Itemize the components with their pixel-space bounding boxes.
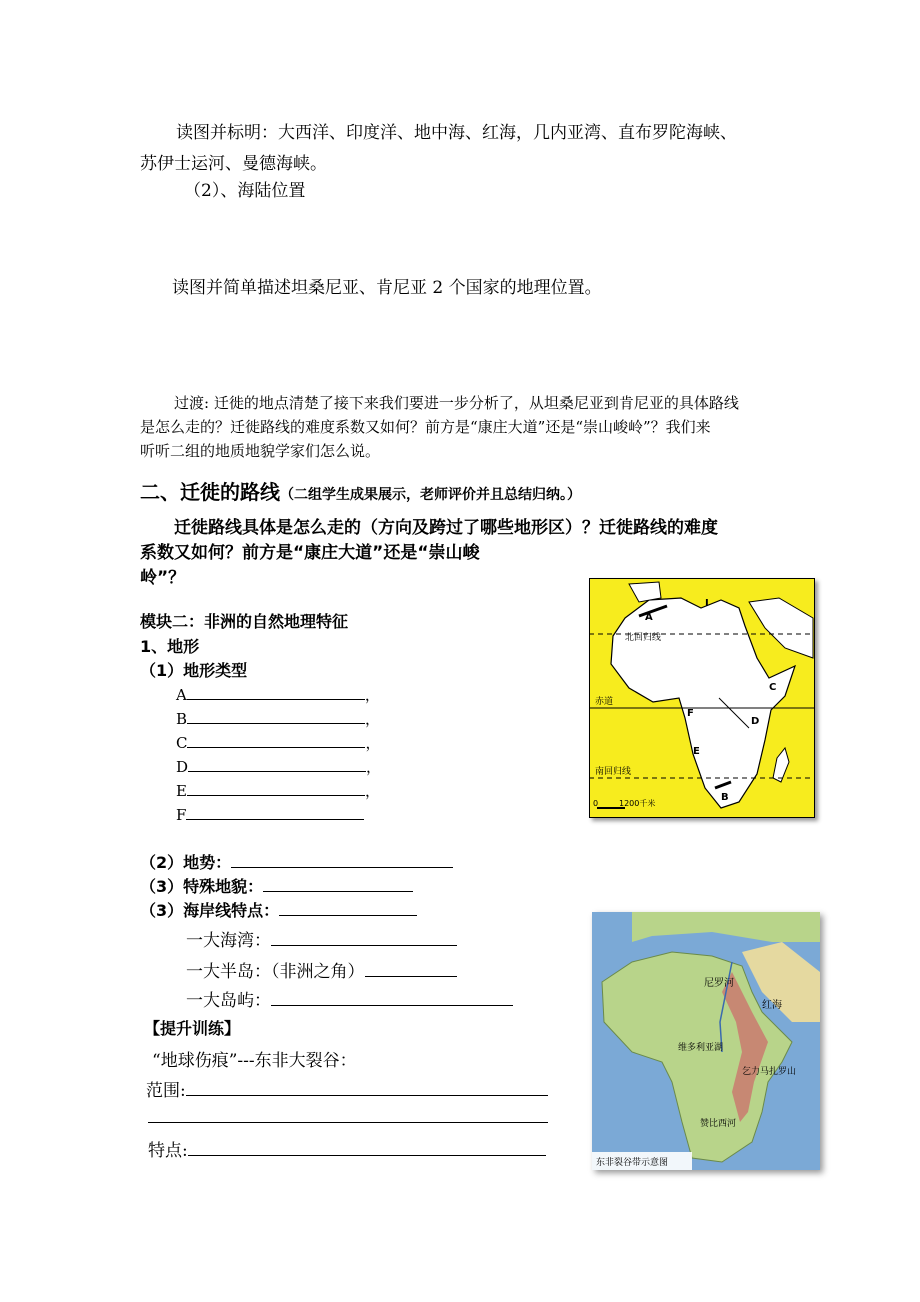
answer-blank[interactable] (187, 779, 365, 796)
section2-note: （二组学生成果展示，老师评价并且总结归纳。） (280, 487, 581, 503)
module2-heading: 模块二：非洲的自然地理特征 (140, 612, 349, 631)
relief-row: （2）地势： (140, 850, 453, 873)
question-line3: 岭”？ (140, 568, 186, 588)
bay-row: 一大海湾： (186, 926, 457, 951)
equator-label: 赤道 (595, 697, 614, 707)
transition-line1: 过渡: 迁徙的地点清楚了接下来我们要进一步分析了，从坦桑尼亚到肯尼亚的具体路线 (174, 394, 739, 412)
transition-line2: 是怎么走的？迁徙路线的难度系数又如何？前方是“康庄大道”还是“崇山峻岭”？我们来 (140, 418, 711, 436)
answer-blank[interactable] (187, 731, 365, 748)
answer-blank[interactable] (187, 707, 365, 724)
section2-title: 二、迁徙的路线 (140, 480, 280, 504)
coast-row: （3）海岸线特点： (140, 898, 417, 921)
label-red-sea: 红海 (762, 1000, 782, 1011)
special-blank[interactable] (263, 875, 413, 892)
rift-heading: “地球伤痕”---东非大裂谷： (152, 1051, 357, 1071)
terrain-type-heading: （1）地形类型 (140, 661, 248, 680)
terrain-item-a: A ， (176, 683, 380, 705)
coast-blank[interactable] (279, 899, 417, 916)
island-blank[interactable] (271, 989, 513, 1006)
scope-blank-line2[interactable] (148, 1122, 548, 1123)
bay-blank[interactable] (271, 929, 457, 946)
special-row: （3）特殊地貌： (140, 874, 413, 897)
answer-blank[interactable] (186, 803, 364, 820)
africa-terrain-map-svg (589, 578, 815, 818)
label-kilimanjaro: 乞力马扎罗山 (742, 1067, 797, 1077)
map2-caption: 东非裂谷带示意图 (596, 1158, 669, 1168)
question-line2: 系数又如何？前方是“康庄大道”还是“崇山峻 (140, 543, 480, 563)
feature-row: 特点: (148, 1136, 546, 1161)
peninsula-row: 一大半岛：（非洲之角） (186, 957, 457, 982)
label-victoria: 维多利亚湖 (678, 1043, 724, 1053)
terrain-heading: 1、地形 (140, 637, 200, 656)
terrain-item-f: F (176, 803, 364, 824)
scale-label: 1200千米 (619, 799, 656, 808)
para1-line2: 苏伊士运河、曼德海峡。 (140, 154, 327, 174)
letter-f: F (687, 708, 694, 719)
africa-terrain-map (589, 578, 815, 818)
tropic-south-label: 南回归线 (595, 767, 632, 777)
para1-line1: 读图并标明：大西洋、印度洋、地中海、红海，几内亚湾、直布罗陀海峡、 (176, 123, 737, 143)
letter-d: D (751, 716, 760, 727)
island-row: 一大岛屿： (186, 986, 513, 1011)
para2: 读图并简单描述坦桑尼亚、肯尼亚 2 个国家的地理位置。 (172, 278, 602, 298)
letter-b: B (721, 792, 729, 803)
east-africa-rift-map (592, 912, 820, 1170)
peninsula-blank[interactable] (365, 960, 457, 977)
terrain-item-d: D ， (176, 755, 381, 777)
scope-blank[interactable] (186, 1079, 548, 1096)
scale-zero: 0 (593, 799, 599, 808)
letter-e: E (693, 746, 700, 757)
section2-heading (140, 476, 581, 505)
answer-blank[interactable] (188, 755, 366, 772)
label-zambezi: 赞比西河 (700, 1119, 737, 1129)
practice-heading: 【提升训练】 (144, 1019, 241, 1038)
letter-i: I (705, 598, 709, 609)
terrain-item-b: B ， (176, 707, 380, 729)
sub-heading-sea-land: （2）、海陆位置 (184, 181, 306, 201)
answer-blank[interactable] (187, 683, 365, 700)
feature-blank[interactable] (188, 1139, 546, 1156)
letter-c: C (769, 682, 777, 693)
label-nile: 尼罗河 (704, 978, 734, 989)
relief-blank[interactable] (231, 851, 453, 868)
question-line1: 迁徙路线具体是怎么走的（方向及跨过了哪些地形区）？迁徙路线的难度 (174, 518, 718, 538)
east-africa-rift-map-svg (592, 912, 820, 1170)
letter-a: A (645, 612, 653, 623)
terrain-item-c: C ， (176, 731, 381, 753)
tropic-north-label: 北回归线 (625, 633, 662, 643)
terrain-item-e: E ， (176, 779, 380, 801)
scope-row: 范围: (146, 1076, 548, 1101)
transition-line3: 听听二组的地质地貌学家们怎么说。 (140, 442, 381, 460)
